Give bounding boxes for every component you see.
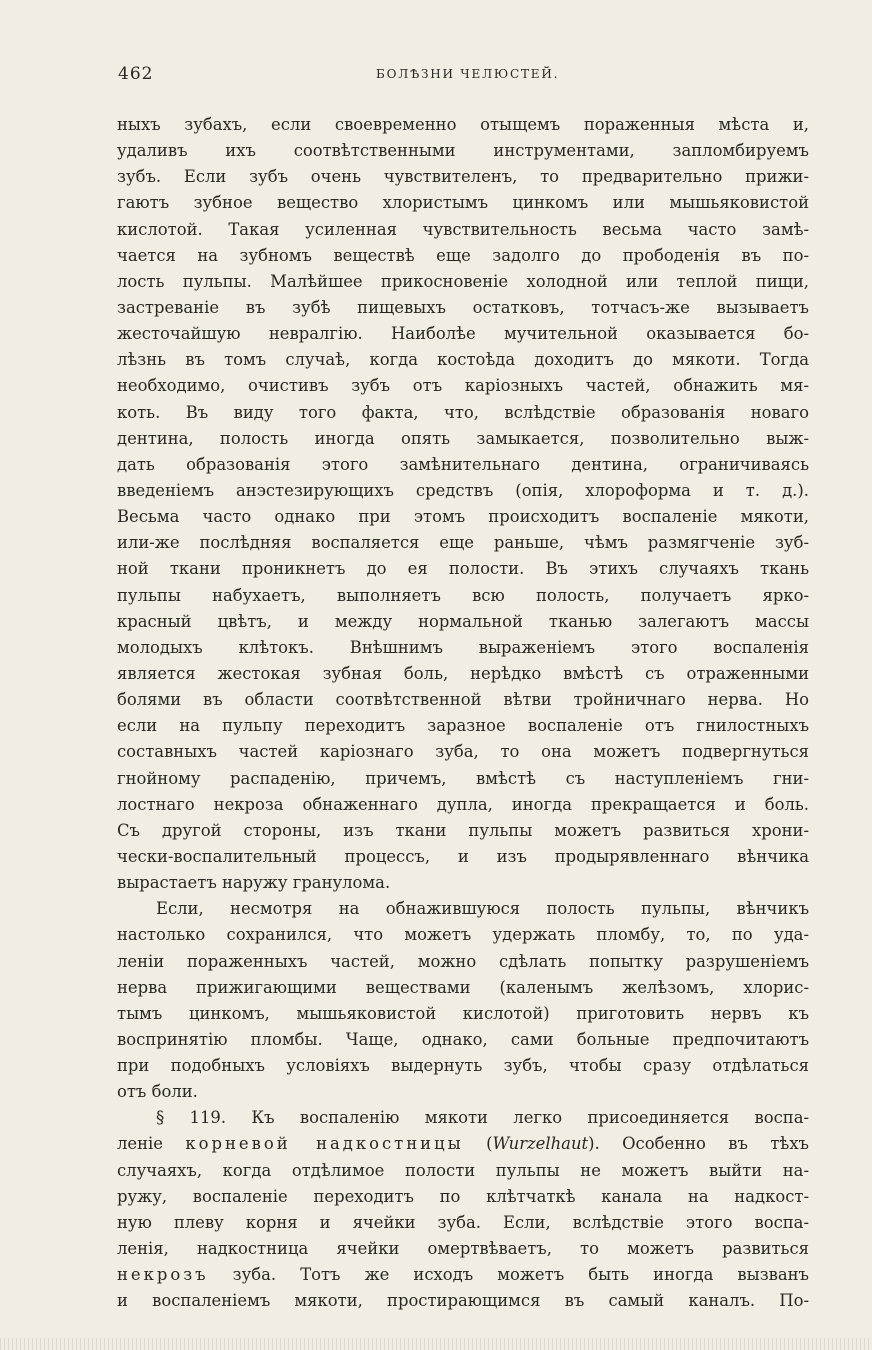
text-line: случаяхъ, когда отдѣлимое полости пульпы не можетъ выйти на- [117,1160,809,1180]
text-line: введеніемъ анэстезирующихъ средствъ (опія, хлороформа и т. д.). [117,480,809,500]
page-number: 462 [118,64,154,84]
text-line: дать образованія этого замѣнительнаго дентина, ограничиваясь [117,454,809,474]
text-line: молодыхъ клѣтокъ. Внѣшнимъ выраженіемъ этого воспаленія [117,637,809,657]
text-line: ную плеву корня и ячейки зуба. Если, вслѣдствіе этого воспа- [117,1212,809,1232]
text-line: лость пульпы. Малѣйшее прикосновеніе холодной или теплой пищи, [117,271,809,291]
text-line: жесточайшую невралгію. Наиболѣе мучительной оказывается бо- [117,324,809,344]
text-line: Если, несмотря на обнажившуюся полость пульпы, вѣнчикъ [156,899,809,919]
text-line: ленія, надкостница ячейки омертвѣваетъ, то можетъ развиться [117,1239,809,1259]
text-line: и воспаленіемъ мякоти, простирающимся въ самый каналъ. По- [117,1291,809,1311]
text-line [117,1131,809,1157]
text-line: воспринятію пломбы. Чаще, однако, сами больные предпочитаютъ [117,1029,809,1049]
text-line [117,1262,809,1288]
text-line: зубъ. Если зубъ очень чувствителенъ, то предварительно прижи- [117,167,809,187]
spaced-term: корневой надкостницы [185,1134,464,1154]
text-line: ной ткани проникнетъ до ея полости. Въ этихъ случаяхъ ткань [117,559,809,579]
text-line: чается на зубномъ веществѣ еще задолго до прободенія въ по- [117,245,809,265]
text-line: болями въ области соотвѣтственной вѣтви тройничнаго нерва. Но [117,690,809,710]
text-line: гнойному распаденію, причемъ, вмѣстѣ съ наступленіемъ гни- [117,768,809,788]
text-line: чески-воспалительный процессъ, и изъ продырявленнаго вѣнчика [117,846,809,866]
text-line: коть. Въ виду того факта, что, вслѣдствіе образованія новаго [117,402,809,422]
text-line: нерва прижигающими веществами (каленымъ желѣзомъ, хлорис- [117,977,809,997]
text-line: пульпы набухаетъ, выполняетъ всю полость, получаетъ ярко- [117,585,809,605]
text-line: Весьма часто однако при этомъ происходитъ воспаленіе мякоти, [117,507,809,527]
text-line: красный цвѣтъ, и между нормальной тканью залегаютъ массы [117,611,809,631]
text-line: ныхъ зубахъ, если своевременно отыщемъ пораженныя мѣста и, [117,115,809,134]
text-run: ( [463,1134,493,1154]
text-line: или-же послѣдняя воспаляется еще раньше, чѣмъ размягченіе зуб- [117,533,809,553]
text-run: ). Особенно въ тѣхъ [588,1134,809,1154]
page-edge-shadow [0,1338,872,1350]
text-line: леніи пораженныхъ частей, можно сдѣлать попытку разрушеніемъ [117,951,809,971]
text-line: Съ другой стороны, изъ ткани пульпы можетъ развиться хрони- [117,820,809,840]
text-line: составныхъ частей каріознаго зуба, то она можетъ подвергнуться [117,742,809,762]
text-line: при подобныхъ условіяхъ выдернуть зубъ, чтобы сразу отдѣлаться [117,1056,809,1076]
text-line: вырастаетъ наружу гранулома. [117,873,391,893]
section-heading-line: § 119. Къ воспаленію мякоти легко присоединяется воспа- [156,1108,809,1128]
text-line: если на пульпу переходитъ заразное воспаленіе отъ гнилостныхъ [117,716,809,736]
text-run: зуба. Тотъ же исходъ можетъ быть иногда вызванъ [208,1265,809,1285]
running-head: БОЛѢЗНИ ЧЕЛЮСТЕЙ. [376,67,560,81]
text-line: тымъ цинкомъ, мышьяковистой кислотой) приготовить нервъ къ [117,1003,809,1023]
body-text [117,112,809,1314]
text-run: леніе [117,1134,186,1154]
page-header [118,64,758,88]
text-line: необходимо, очистивъ зубъ отъ каріозныхъ частей, обнажить мя- [117,376,809,396]
text-line: застреваніе въ зубѣ пищевыхъ остатковъ, тотчасъ-же вызываетъ [117,297,809,317]
italic-term: Wurzelhaut [492,1134,589,1154]
text-line: кислотой. Такая усиленная чувствительность весьма часто замѣ- [117,219,809,239]
text-line: ружу, воспаленіе переходитъ по клѣтчаткѣ канала на надкост- [117,1186,809,1206]
text-line: удаливъ ихъ соотвѣтственными инструментами, запломбируемъ [117,141,809,161]
text-line: дентина, полость иногда опять замыкается, позволительно выж- [117,428,809,448]
text-line: отъ боли. [117,1082,198,1102]
text-line: настолько сохранился, что можетъ удержать пломбу, то, по уда- [117,925,809,945]
text-line: лостнаго некроза обнаженнаго дупла, иногда прекращается и боль. [117,794,809,814]
text-line: является жестокая зубная боль, нерѣдко вмѣстѣ съ отраженными [117,663,809,683]
text-line: лѣзнь въ томъ случаѣ, когда костоѣда доходитъ до мякоти. Тогда [117,350,809,370]
spaced-term: некрозъ [117,1265,209,1285]
text-line: гаютъ зубное вещество хлористымъ цинкомъ или мышьяковистой [117,193,809,213]
